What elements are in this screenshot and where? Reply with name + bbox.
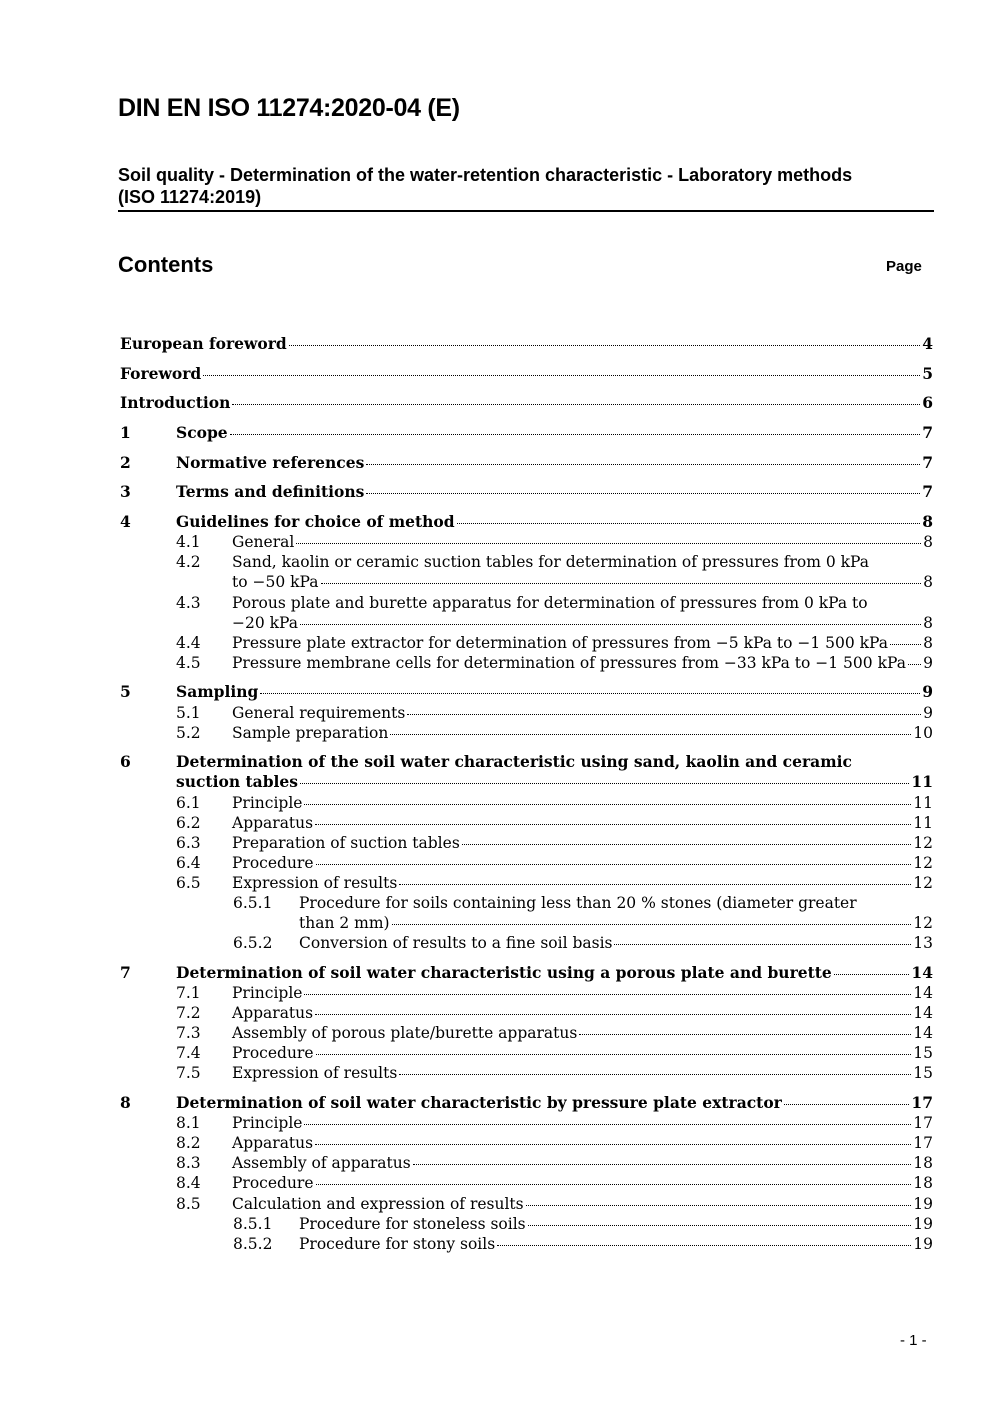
toc-entry-title: Preparation of suction tables <box>232 833 460 852</box>
toc-entry-page: 12 <box>913 833 933 852</box>
toc-entry-number: 6 <box>120 752 131 772</box>
toc-entry[interactable] <box>120 532 933 552</box>
toc-entry[interactable] <box>120 1113 933 1133</box>
toc-entry-title: General <box>232 533 295 552</box>
toc-entry[interactable] <box>120 334 933 354</box>
toc-leader <box>366 463 920 465</box>
toc-entry-number: 7.5 <box>176 1064 201 1083</box>
toc-entry-title: Scope <box>176 423 228 443</box>
toc-entry[interactable] <box>120 593 933 613</box>
toc-entry-title: Assembly of apparatus <box>232 1154 411 1173</box>
toc-leader <box>399 1073 911 1075</box>
toc-entry-title: General requirements <box>232 703 406 722</box>
toc-entry-page: 7 <box>922 452 933 472</box>
toc-entry[interactable] <box>120 853 933 873</box>
toc-entry-number: 7.2 <box>176 1004 201 1023</box>
toc-entry-page: 14 <box>911 962 933 982</box>
title-rule <box>118 210 934 212</box>
toc-entry[interactable] <box>120 1234 933 1254</box>
toc-entry-page: 12 <box>913 853 933 872</box>
toc-entry-number: 6.2 <box>176 813 201 832</box>
toc-leader <box>784 1103 910 1105</box>
toc-entry-title: Determination of soil water characteristic by pressure plate extractor <box>176 1093 782 1113</box>
toc-entry[interactable] <box>120 1194 933 1214</box>
toc-entry[interactable] <box>120 703 933 723</box>
toc-entry-page: 11 <box>913 813 933 832</box>
page-number: - 1 - <box>900 1332 927 1349</box>
toc-entry-title: Principle <box>232 793 303 812</box>
toc-entry-page: 8 <box>922 512 933 532</box>
toc-leader <box>300 782 909 784</box>
toc-entry-title: Principle <box>232 1114 303 1133</box>
toc-leader <box>321 582 922 584</box>
toc-entry-title-continued: suction tables <box>176 772 299 792</box>
contents-heading: Contents <box>118 252 214 277</box>
toc-entry-number: 3 <box>120 482 131 502</box>
toc-entry-page: 15 <box>913 1064 933 1083</box>
toc-leader <box>230 433 921 435</box>
toc-entry[interactable] <box>120 364 933 384</box>
toc-entry-title: Procedure for stoneless soils <box>299 1214 526 1233</box>
toc-entry-title: Apparatus <box>232 813 314 832</box>
toc-leader <box>526 1204 912 1206</box>
table-of-contents <box>120 334 933 1254</box>
toc-entry[interactable] <box>120 983 933 1003</box>
toc-entry[interactable] <box>120 752 933 772</box>
toc-entry-number: 4 <box>120 512 131 532</box>
toc-entry-number: 8.5.2 <box>233 1234 273 1253</box>
toc-entry-page: 8 <box>923 633 933 652</box>
toc-entry-title: Procedure <box>232 1044 314 1063</box>
toc-entry-page: 9 <box>923 653 933 672</box>
toc-entry[interactable] <box>120 1153 933 1173</box>
toc-entry-page: 15 <box>913 1044 933 1063</box>
toc-entry-page: 19 <box>913 1234 933 1253</box>
toc-entry-title: Sand, kaolin or ceramic suction tables for determination of pressures from 0 kPa <box>232 553 870 572</box>
toc-leader <box>497 1244 911 1246</box>
toc-entry-number: 4.2 <box>176 553 201 572</box>
toc-entry-number: 2 <box>120 452 131 472</box>
toc-entry-title: Expression of results <box>232 1064 398 1083</box>
toc-entry[interactable] <box>120 1214 933 1234</box>
toc-leader <box>289 344 920 346</box>
toc-leader <box>413 1163 912 1165</box>
toc-leader <box>462 843 911 845</box>
toc-entry-title: Conversion of results to a fine soil basis <box>299 934 613 953</box>
toc-entry-page: 7 <box>922 423 933 443</box>
toc-entry-number: 5.2 <box>176 723 201 742</box>
toc-entry-number: 7.1 <box>176 983 201 1002</box>
toc-leader <box>390 733 911 735</box>
toc-entry-number: 5.1 <box>176 703 201 722</box>
toc-entry-page: 17 <box>913 1134 933 1153</box>
toc-entry-page: 8 <box>923 613 933 632</box>
toc-leader <box>315 1013 911 1015</box>
toc-entry-page: 18 <box>913 1154 933 1173</box>
toc-leader <box>407 713 921 715</box>
toc-entry-number: 4.4 <box>176 633 201 652</box>
toc-entry[interactable] <box>120 512 933 532</box>
toc-entry-page: 11 <box>913 793 933 812</box>
toc-entry[interactable] <box>120 1173 933 1193</box>
toc-leader <box>304 803 911 805</box>
toc-entry[interactable] <box>120 552 933 572</box>
toc-leader <box>366 492 920 494</box>
toc-entry-continuation[interactable] <box>120 572 933 592</box>
toc-entry-title-continued: −20 kPa <box>232 613 299 632</box>
toc-leader <box>315 1143 911 1145</box>
toc-entry-title: Sampling <box>176 682 259 702</box>
toc-entry-title: Calculation and expression of results <box>232 1194 524 1213</box>
toc-entry[interactable] <box>120 393 933 413</box>
toc-entry-page: 17 <box>911 1093 933 1113</box>
toc-entry-page: 17 <box>913 1114 933 1133</box>
toc-leader <box>304 1123 911 1125</box>
toc-entry[interactable] <box>120 793 933 813</box>
toc-entry[interactable] <box>120 1063 933 1083</box>
toc-entry[interactable] <box>120 1133 933 1153</box>
toc-entry-title: Procedure <box>232 853 314 872</box>
toc-entry[interactable] <box>120 682 933 702</box>
toc-leader <box>300 623 921 625</box>
toc-entry-number: 6.4 <box>176 853 201 872</box>
toc-entry-title: Guidelines for choice of method <box>176 512 455 532</box>
toc-entry-page: 14 <box>913 1024 933 1043</box>
toc-entry-number: 6.1 <box>176 793 201 812</box>
toc-entry-page: 8 <box>923 533 933 552</box>
toc-entry-page: 7 <box>922 482 933 502</box>
toc-leader <box>260 692 920 694</box>
toc-entry[interactable] <box>120 423 933 443</box>
toc-entry-number: 8.5 <box>176 1194 201 1213</box>
document-subtitle: Soil quality - Determination of the water-retention characteristic - Laboratory methods (ISO 11274:2019) <box>118 165 853 207</box>
toc-entry-title: Procedure for stony soils <box>299 1234 496 1253</box>
toc-entry-number: 6.5.2 <box>233 934 273 953</box>
toc-entry[interactable] <box>120 1003 933 1023</box>
toc-leader <box>392 923 912 925</box>
toc-entry-number: 4.3 <box>176 593 201 612</box>
toc-entry-title: Apparatus <box>232 1134 314 1153</box>
toc-entry-title: European foreword <box>120 334 287 353</box>
toc-entry-number: 6.5.1 <box>233 894 273 912</box>
toc-entry-title: Apparatus <box>232 1004 314 1023</box>
toc-entry[interactable] <box>120 1043 933 1063</box>
toc-leader <box>316 863 912 865</box>
toc-entry-title: Procedure <box>232 1174 314 1193</box>
toc-entry[interactable] <box>120 963 933 983</box>
toc-entry-title: Assembly of porous plate/burette apparatus <box>232 1024 578 1043</box>
toc-entry-continuation[interactable] <box>120 613 933 633</box>
toc-entry-number: 8.3 <box>176 1154 201 1173</box>
toc-leader <box>890 643 921 645</box>
toc-entry-number: 8 <box>120 1093 131 1113</box>
toc-entry-title: Porous plate and burette apparatus for determination of pressures from 0 kPa to <box>232 593 868 612</box>
page-column-label: Page <box>886 258 922 275</box>
toc-entry-title: Sample preparation <box>232 723 389 742</box>
toc-entry-page: 9 <box>923 703 933 722</box>
toc-leader <box>908 663 921 665</box>
toc-entry-number: 7.4 <box>176 1044 201 1063</box>
toc-leader <box>579 1033 911 1035</box>
toc-entry-page: 11 <box>911 772 933 792</box>
toc-entry-page: 14 <box>913 983 933 1002</box>
toc-leader <box>203 374 920 376</box>
toc-entry-title-continued: to −50 kPa <box>232 573 319 592</box>
toc-entry-title: Procedure for soils containing less than 20 % stones (diameter greater <box>299 894 857 912</box>
toc-entry-number: 6.5 <box>176 873 201 892</box>
toc-entry-title-continued: than 2 mm) <box>299 914 390 933</box>
toc-leader <box>304 993 911 995</box>
toc-entry-number: 8.1 <box>176 1114 201 1133</box>
toc-entry-number: 7 <box>120 962 131 982</box>
toc-entry-continuation[interactable] <box>120 772 933 792</box>
toc-entry[interactable] <box>120 873 933 893</box>
toc-entry-page: 12 <box>913 914 933 933</box>
toc-entry-title: Determination of the soil water characteristic using sand, kaolin and ceramic <box>176 752 852 772</box>
toc-entry-number: 8.2 <box>176 1134 201 1153</box>
toc-entry-page: 12 <box>913 873 933 892</box>
toc-leader <box>528 1224 912 1226</box>
toc-entry[interactable] <box>120 723 933 743</box>
toc-entry-number: 7.3 <box>176 1024 201 1043</box>
toc-entry-number: 4.5 <box>176 653 201 672</box>
toc-entry-number: 8.5.1 <box>233 1214 273 1233</box>
toc-entry-number: 1 <box>120 423 131 443</box>
toc-entry-page: 19 <box>913 1194 933 1213</box>
toc-entry-number: 6.3 <box>176 833 201 852</box>
toc-entry-continuation[interactable] <box>120 913 933 933</box>
toc-leader <box>834 973 910 975</box>
toc-entry-title: Terms and definitions <box>176 482 365 502</box>
toc-entry-page: 10 <box>913 723 933 742</box>
toc-entry-title: Introduction <box>120 393 231 413</box>
toc-entry-number: 4.1 <box>176 533 201 552</box>
toc-entry-number: 5 <box>120 682 131 702</box>
toc-entry-title: Expression of results <box>232 873 398 892</box>
toc-entry-page: 18 <box>913 1174 933 1193</box>
toc-leader <box>316 1183 912 1185</box>
toc-entry-title: Pressure membrane cells for determination of pressures from −33 kPa to −1 500 kPa <box>232 653 906 672</box>
toc-entry[interactable] <box>120 482 933 502</box>
toc-entry-title: Pressure plate extractor for determination of pressures from −5 kPa to −1 500 kPa <box>232 633 889 652</box>
toc-entry-page: 19 <box>913 1214 933 1233</box>
toc-entry-title: Determination of soil water characteristic using a porous plate and burette <box>176 962 832 982</box>
toc-entry[interactable] <box>120 1023 933 1043</box>
toc-entry[interactable] <box>120 933 933 953</box>
toc-entry[interactable] <box>120 893 933 913</box>
toc-entry-title: Principle <box>232 983 303 1002</box>
toc-entry[interactable] <box>120 833 933 853</box>
toc-entry-title: Foreword <box>120 363 202 383</box>
toc-entry[interactable] <box>120 1093 933 1113</box>
toc-leader <box>316 1053 912 1055</box>
toc-entry-number: 8.4 <box>176 1174 201 1193</box>
toc-entry[interactable] <box>120 653 933 673</box>
toc-entry-title: Normative references <box>176 452 365 472</box>
toc-entry[interactable] <box>120 453 933 473</box>
toc-leader <box>399 883 911 885</box>
toc-entry[interactable] <box>120 633 933 653</box>
document-title: DIN EN ISO 11274:2020-04 (E) <box>118 94 460 122</box>
toc-entry-page: 9 <box>922 682 933 702</box>
toc-leader <box>232 403 920 405</box>
toc-entry-page: 6 <box>922 393 933 413</box>
toc-leader <box>457 522 921 524</box>
toc-leader <box>296 542 921 544</box>
toc-entry-page: 14 <box>913 1004 933 1023</box>
toc-leader <box>315 823 911 825</box>
toc-entry[interactable] <box>120 813 933 833</box>
toc-entry-page: 5 <box>922 363 933 383</box>
toc-leader <box>614 943 911 945</box>
toc-entry-page: 13 <box>913 934 933 953</box>
toc-entry-page: 8 <box>923 573 933 592</box>
toc-entry-page: 4 <box>922 334 933 353</box>
